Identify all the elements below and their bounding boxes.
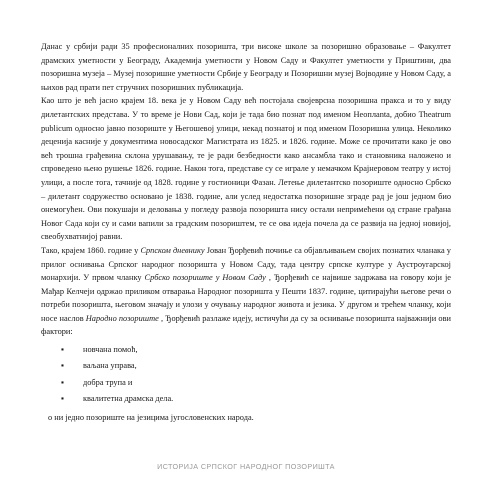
article-title-2: Народно позориште [85, 313, 159, 323]
bullet-icon: ▪ [61, 377, 64, 387]
list-item [61, 375, 451, 391]
article-title-1: Србско позориште у Новом Саду [144, 273, 266, 283]
paragraph-3-part-c: , Ђорђевић се највише задржава на говору који је Мађар Келчеји одржао приликом отварања Народног позоришта у Пешти 1837. године, цитирајући његове речи о потреби позоришта, његовом значају и улози у очувању народног живота и језика. У другом и трећем чланку, који носе наслов [41, 273, 451, 323]
factor-list [41, 342, 451, 408]
list-item [61, 391, 451, 407]
paragraph-2: Као што је већ јасно крајем 18. века је у Новом Саду већ постојала својеврсна позоришна пракса и то у виду дилетантских представа. У то време је Нови Сад, који је тада био познат под именом Неоплanta, добио Theatrum publicum односно јавно позориште у Његошевој улици, некад познатoj и под именом Позоришна улица. Неколико деценија касније у документима новосадског Магистрата из 1825. и 1826. године. Може се прочитати како је ово већ трошна грађевина склона урушавању, те је ради безбедности како ансамбла тако и становника наложено и спроведено њено рушење 1826. године. Након тога, представе су се играле у немачком Крајнеровом театру у истој улици, а после тога, тачније од 1828. године у гостионици Фазан. Летење дилетантско позориште односно Србско – дилетант содружество основано је 1838. године, али услед недостатка позоришне зграде рад је још једном био онемогућен. Ови покушаји и деловања у погледу развоја позоришта нису остали непримећени од стране грађана Новог Сада који су и сами вапили за градским позориштем, те се ова идеја почела да се развија на једној новијој, свеобухватнијој равни. [41, 96, 451, 242]
bullet-icon: ▪ [61, 361, 64, 371]
list-item-text: квалитетна драмска дела. [83, 394, 174, 404]
list-item [61, 358, 451, 374]
closing-line: о ни једно позориште на језицима југословенских народа. [48, 412, 254, 422]
list-item-text: ваљана управа, [83, 361, 137, 371]
page-footer: ИСТОРИЈА СРПСКОГ НАРОДНОГ ПОЗОРИШТА [157, 462, 335, 471]
paragraph-3-part-d: , Ђорђевић разлаже идеју, истичући да су за оснивање позоришта најважнији ови фактори: [41, 313, 451, 337]
newspaper-title: Српском дневнику [140, 245, 205, 255]
bullet-icon: ▪ [61, 345, 64, 355]
list-item-text: добра трупа и [83, 377, 133, 387]
bullet-icon: ▪ [61, 394, 64, 404]
paragraph-3-part-a: Тако, крајем 1860. године у [41, 245, 141, 255]
body-text [41, 40, 451, 339]
list-item [61, 342, 451, 358]
paragraph-1: Данас у србији ради 35 професионалних позоришта, три високе школе за позоришно образовање – Факултет драмских уметности у Београду, Академија уметности у Новом Саду и Факултет уметности у Приштини, два позоришна музеја – Музеј позоришне уметности Србије у Београду и Позоришни музеј Војводине у Новом Саду, а њихов рад прати пет стручних позоришних публикација. [41, 42, 451, 92]
paragraph-3 [41, 244, 451, 339]
paragraph-3-part-b: Јован Ђорђевић почиње са објављивањем својих познатих чланака у прилог оснивања Српског народног позоришта у Новом Саду, тада центру српске културе у Аустроугарској монархији. У првом чланку [41, 245, 451, 283]
list-item-text: новчана помоћ, [83, 345, 138, 355]
